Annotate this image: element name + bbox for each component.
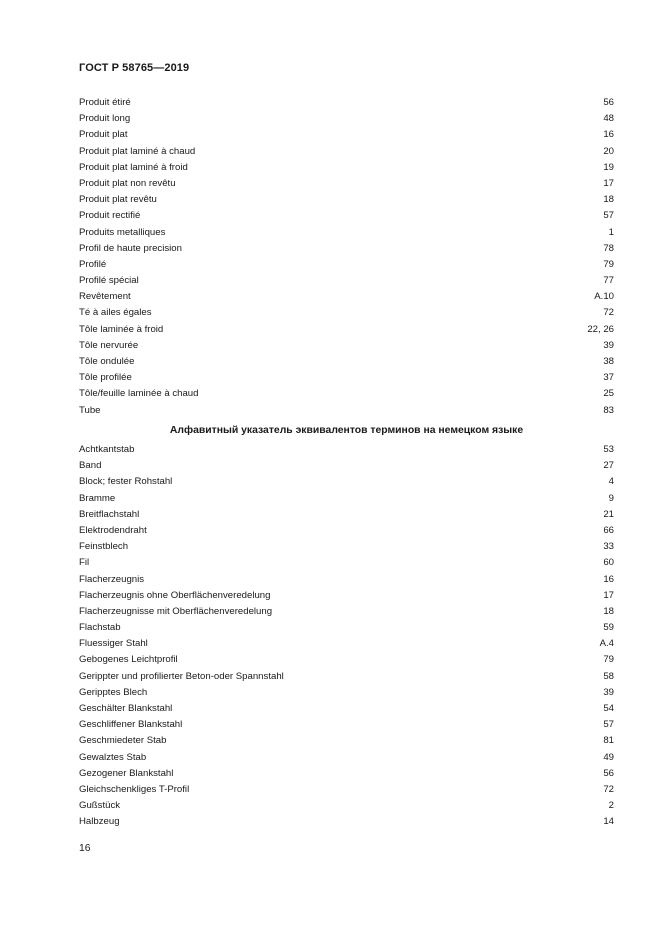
- index-page-ref: 72: [603, 783, 614, 795]
- index-entry: [79, 620, 614, 636]
- index-entry: [79, 458, 614, 474]
- index-page-ref: 60: [603, 557, 614, 569]
- index-entry: [79, 305, 614, 321]
- page-number: 16: [79, 843, 91, 854]
- index-term: Tube: [79, 404, 101, 416]
- index-page-ref: 18: [603, 194, 614, 206]
- index-page-ref: 81: [603, 735, 614, 747]
- index-term: Produit rectifié: [79, 210, 141, 222]
- index-entry: [79, 338, 614, 354]
- index-term: Fluessiger Stahl: [79, 638, 148, 650]
- index-page-ref: 25: [603, 388, 614, 400]
- index-term: Fil: [79, 557, 90, 569]
- index-entry: [79, 572, 614, 588]
- index-page-ref: 9: [608, 492, 614, 504]
- index-term: Geripptes Blech: [79, 686, 148, 698]
- index-term: Bramme: [79, 492, 116, 504]
- index-term: Produit plat non revêtu: [79, 177, 176, 189]
- index-term: Achtkantstab: [79, 444, 135, 455]
- index-term: Geschmiedeter Stab: [79, 735, 167, 747]
- index-page-ref: 21: [603, 508, 614, 520]
- index-page-ref: 39: [603, 339, 614, 351]
- index-entry: [79, 636, 614, 652]
- index-entry: [79, 604, 614, 620]
- index-entry: [79, 225, 614, 241]
- index-page-ref: 72: [603, 307, 614, 319]
- index-entry: [79, 539, 614, 555]
- index-page-ref: 59: [603, 622, 614, 634]
- index-term: Tôle ondulée: [79, 356, 135, 367]
- index-page-ref: 58: [603, 670, 614, 682]
- index-term: Flacherzeugnis ohne Oberflächenveredelung: [79, 589, 271, 601]
- index-page-ref: 22, 26: [587, 323, 614, 335]
- index-entry: [79, 523, 614, 539]
- index-term: Halbzeug: [79, 816, 120, 828]
- index-term: Produit plat revêtu: [79, 194, 157, 206]
- index-term: Geschliffener Blankstahl: [79, 719, 183, 731]
- index-entry: [79, 652, 614, 668]
- german-index-list: [79, 442, 614, 831]
- index-entry: [79, 257, 614, 273]
- index-term: Gezogener Blankstahl: [79, 767, 174, 779]
- document-header: ГОСТ Р 58765—2019: [79, 62, 190, 74]
- index-entry: [79, 322, 614, 338]
- index-entry: [79, 273, 614, 289]
- index-term: Geschälter Blankstahl: [79, 703, 173, 714]
- index-entry: [79, 733, 614, 749]
- index-page-ref: 1: [608, 226, 614, 238]
- index-page-ref: 79: [603, 654, 614, 666]
- index-entry: [79, 701, 614, 717]
- index-term: Tôle/feuille laminée à chaud: [79, 388, 199, 400]
- index-term: Produit plat: [79, 129, 128, 141]
- index-term: Revêtement: [79, 291, 131, 303]
- index-term: Profil de haute precision: [79, 242, 182, 254]
- index-term: Elektrodendraht: [79, 524, 147, 536]
- index-entry: [79, 176, 614, 192]
- index-entry: [79, 717, 614, 733]
- index-entry: [79, 289, 614, 305]
- index-page-ref: 54: [603, 703, 614, 714]
- index-term: Produit étiré: [79, 97, 131, 108]
- index-page-ref: 37: [603, 372, 614, 384]
- french-index-list: [79, 95, 614, 419]
- index-term: Profilé: [79, 258, 107, 270]
- index-page-ref: 33: [603, 541, 614, 553]
- index-page-ref: 39: [603, 686, 614, 698]
- index-entry: [79, 160, 614, 176]
- index-entry: [79, 507, 614, 523]
- index-entry: [79, 442, 614, 458]
- index-entry: [79, 685, 614, 701]
- index-page-ref: 2: [608, 800, 614, 812]
- index-page-ref: 66: [603, 524, 614, 536]
- index-term: Tôle nervurée: [79, 339, 139, 351]
- index-term: Flacherzeugnis: [79, 573, 145, 585]
- index-page-ref: 48: [603, 113, 614, 125]
- index-entry: [79, 370, 614, 386]
- index-page-ref: 79: [603, 258, 614, 270]
- index-term: Produit long: [79, 113, 131, 125]
- index-entry: [79, 111, 614, 127]
- index-page-ref: 78: [603, 242, 614, 254]
- index-term: Té à ailes égales: [79, 307, 152, 319]
- index-page-ref: 4: [608, 476, 614, 488]
- index-entry: [79, 750, 614, 766]
- index-entry: [79, 474, 614, 490]
- index-page-ref: 18: [603, 605, 614, 617]
- index-term: Tôle laminée à froid: [79, 323, 164, 335]
- index-term: Profilé spécial: [79, 275, 139, 287]
- index-page-ref: 77: [603, 275, 614, 287]
- index-term: Tôle profilée: [79, 372, 132, 384]
- index-page-ref: 53: [603, 444, 614, 455]
- index-term: Flachstab: [79, 622, 121, 634]
- index-entry: [79, 669, 614, 685]
- index-term: Produit plat laminé à chaud: [79, 145, 196, 157]
- index-page-ref: A.4: [599, 638, 614, 650]
- index-entry: [79, 386, 614, 402]
- index-entry: [79, 241, 614, 257]
- index-entry: [79, 782, 614, 798]
- index-page-ref: 57: [603, 719, 614, 731]
- index-page-ref: A.10: [594, 291, 614, 303]
- index-term: Breitflachstahl: [79, 508, 140, 520]
- german-section-title: Алфавитный указатель эквивалентов терминов на немецком языке: [169, 425, 524, 436]
- index-entry: [79, 403, 614, 419]
- index-page-ref: 83: [603, 404, 614, 416]
- index-entry: [79, 127, 614, 143]
- index-page-ref: 17: [603, 177, 614, 189]
- index-page-ref: 14: [603, 816, 614, 828]
- index-entry: [79, 208, 614, 224]
- index-term: Gerippter und profilierter Beton-oder Spannstahl: [79, 670, 284, 682]
- index-entry: [79, 144, 614, 160]
- index-page-ref: 16: [603, 573, 614, 585]
- index-term: Flacherzeugnisse mit Oberflächenveredelung: [79, 605, 273, 617]
- index-page-ref: 56: [603, 767, 614, 779]
- index-term: Produit plat laminé à froid: [79, 161, 188, 173]
- index-term: Gleichschenkliges T-Profil: [79, 783, 190, 795]
- index-entry: [79, 95, 614, 111]
- index-entry: [79, 491, 614, 507]
- index-entry: [79, 814, 614, 830]
- index-page-ref: 19: [603, 161, 614, 173]
- index-page-ref: 20: [603, 145, 614, 157]
- index-page-ref: 57: [603, 210, 614, 222]
- index-page-ref: 16: [603, 129, 614, 141]
- index-page-ref: 17: [603, 589, 614, 601]
- index-entry: [79, 798, 614, 814]
- index-term: Feinstblech: [79, 541, 129, 553]
- index-term: Gebogenes Leichtprofil: [79, 654, 178, 666]
- index-entry: [79, 354, 614, 370]
- index-term: Block; fester Rohstahl: [79, 476, 173, 488]
- index-term: Band: [79, 460, 102, 472]
- index-page-ref: 38: [603, 356, 614, 367]
- index-term: Gewalztes Stab: [79, 751, 147, 763]
- index-entry: [79, 192, 614, 208]
- index-entry: [79, 766, 614, 782]
- index-entry: [79, 588, 614, 604]
- index-term: Produits metalliques: [79, 226, 166, 238]
- index-term: Gußstück: [79, 800, 121, 812]
- index-page-ref: 49: [603, 751, 614, 763]
- index-page-ref: 27: [603, 460, 614, 472]
- index-entry: [79, 555, 614, 571]
- index-page-ref: 56: [603, 97, 614, 108]
